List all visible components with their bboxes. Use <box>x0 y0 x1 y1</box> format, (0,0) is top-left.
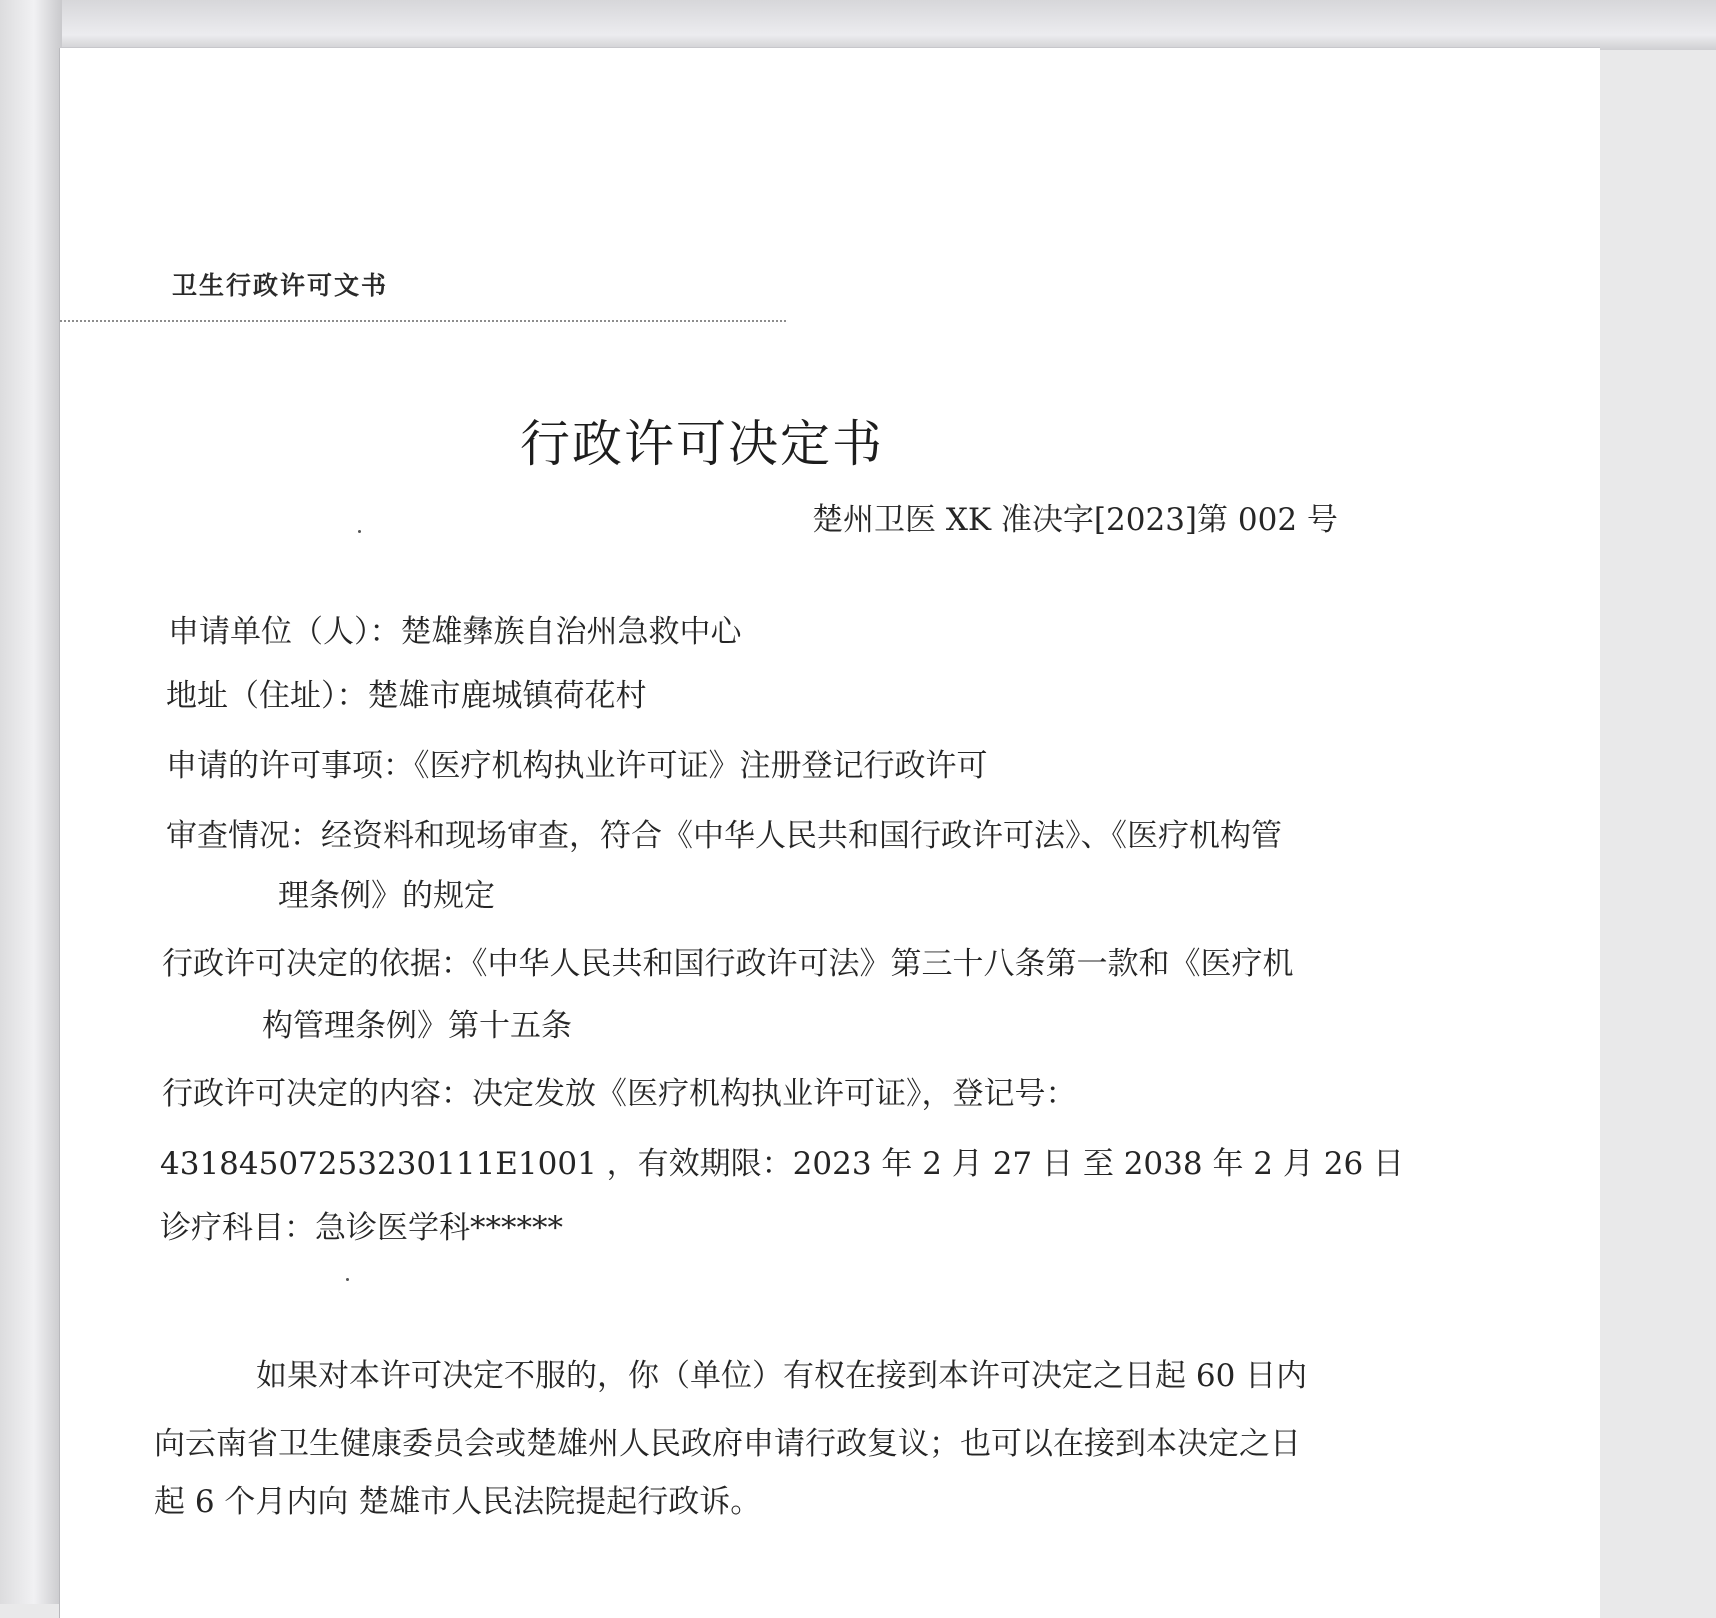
basis-text-line2: 构管理条例》第十五条 <box>262 1008 572 1044</box>
document-number: 楚州卫医 XK 准决字[2023]第 002 号 <box>812 502 1338 538</box>
content-text-line1: 决定发放《医疗机构执业许可证》，登记号： <box>472 1076 1077 1112</box>
address-label: 地址（住址）： <box>166 678 368 714</box>
department-value: 急诊医学科****** <box>315 1210 563 1246</box>
permit-item-row <box>166 740 988 785</box>
basis-row <box>162 938 1294 983</box>
basis-label: 行政许可决定的依据： <box>162 946 472 982</box>
page-title: 行政许可决定书 <box>520 415 884 473</box>
document-type-header: 卫生行政许可文书 <box>172 271 389 300</box>
applicant-value: 楚雄彝族自治州急救中心 <box>400 614 742 650</box>
scan-speck <box>358 530 361 533</box>
applicant-row <box>168 606 742 651</box>
content-label: 行政许可决定的内容： <box>162 1076 472 1112</box>
basis-text-line1: 《中华人民共和国行政许可法》第三十八条第一款和《医疗机 <box>472 946 1294 982</box>
registration-validity-line: 43184507253230111E1001 ，有效期限：2023 年 2 月 27 日 至 2038 年 2 月 26 日 <box>160 1146 1405 1182</box>
scan-edge-top <box>0 0 1716 50</box>
address-value: 楚雄市鹿城镇荷花村 <box>367 678 647 714</box>
scan-speck <box>346 1278 349 1281</box>
scan-edge-left <box>0 0 62 1604</box>
review-text-line1: 经资料和现场审查，符合《中华人民共和国行政许可法》、《医疗机构管 <box>321 818 1282 854</box>
review-text-line2: 理条例》的规定 <box>278 878 495 914</box>
department-label: 诊疗科目： <box>160 1210 315 1246</box>
department-row <box>160 1202 563 1247</box>
address-row <box>166 670 647 715</box>
applicant-label: 申请单位（人）： <box>168 614 401 650</box>
appeal-notice-line2: 向云南省卫生健康委员会或楚雄州人民政府申请行政复议；也可以在接到本决定之日 <box>154 1426 1301 1462</box>
permit-item-value: 《医疗机构执业许可证》注册登记行政许可 <box>414 748 988 784</box>
appeal-notice-line3: 起 6 个月内向 楚雄市人民法院提起行政诉。 <box>154 1484 762 1520</box>
header-divider <box>60 320 786 322</box>
appeal-notice-line1: 如果对本许可决定不服的，你（单位）有权在接到本许可决定之日起 60 日内 <box>256 1358 1308 1394</box>
review-row <box>166 810 1282 855</box>
permit-item-label: 申请的许可事项： <box>166 748 414 784</box>
content-row <box>162 1068 1077 1113</box>
review-label: 审查情况： <box>166 818 321 854</box>
